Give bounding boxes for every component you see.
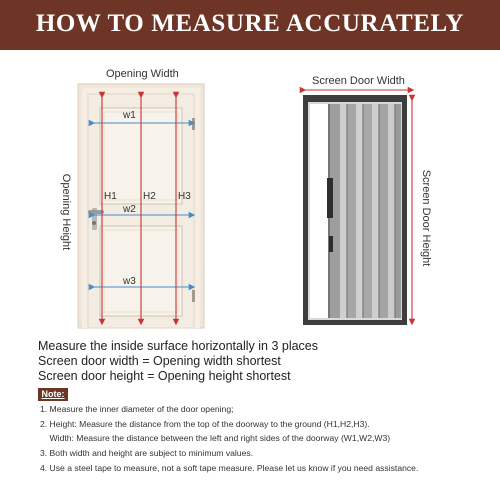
opening-width-label: Opening Width xyxy=(106,68,179,80)
note-item-2: 2. Height: Measure the distance from the top of the doorway to the ground (H1,H2,H3). xyxy=(40,419,370,429)
note-badge: Note: xyxy=(38,388,68,401)
h3-label: H3 xyxy=(178,191,191,202)
screen-door-width-label: Screen Door Width xyxy=(312,75,405,87)
summary-line-2: Screen door width = Opening width shortest xyxy=(38,354,281,368)
note-item-1: 1. Measure the inner diameter of the door opening; xyxy=(40,404,234,414)
note-item-2-width: Width: Measure the distance between the left and right sides of the doorway (W1,W2,W3) xyxy=(40,433,391,443)
summary-line-1: Measure the inside surface horizontally in 3 places xyxy=(38,339,319,353)
summary-line-3: Screen door height = Opening height shortest xyxy=(38,369,291,383)
note-item-4: 4. Use a steel tape to measure, not a soft tape measure. Please let us know if you need assistance. xyxy=(40,463,419,473)
w1-label: w1 xyxy=(123,110,136,121)
page-title: HOW TO MEASURE ACCURATELY xyxy=(35,10,465,37)
note-item-3: 3. Both width and height are subject to minimum values. xyxy=(40,448,254,458)
h1-label: H1 xyxy=(104,191,117,202)
w2-label: w2 xyxy=(123,204,136,215)
opening-height-label: Opening Height xyxy=(60,173,72,251)
w3-label: w3 xyxy=(123,276,136,287)
screen-door-illustration xyxy=(303,95,407,325)
screen-door-height-label: Screen Door Height xyxy=(420,169,432,267)
h2-label: H2 xyxy=(143,191,156,202)
